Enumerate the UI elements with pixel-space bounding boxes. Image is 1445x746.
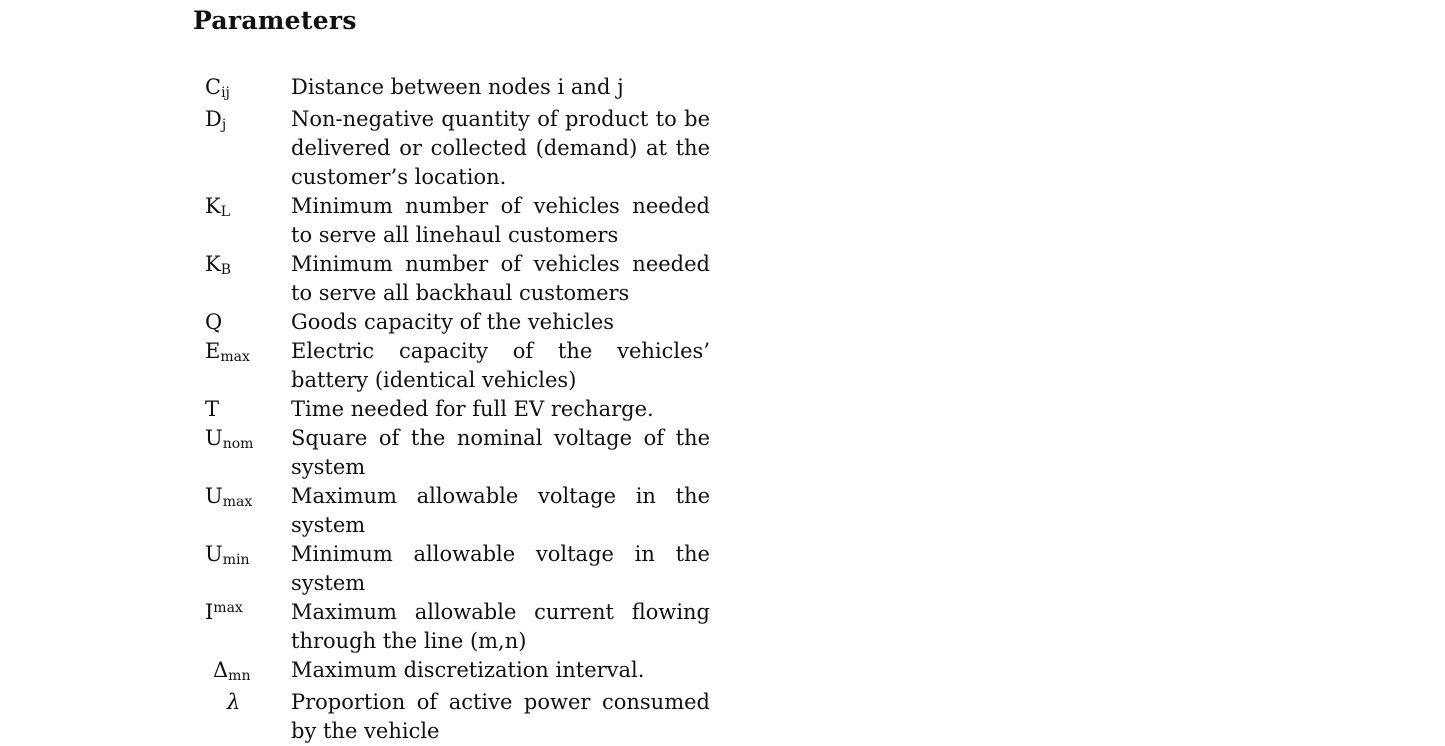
parameter-row (205, 337, 710, 395)
parameter-symbol: $I^{max}$ (205, 600, 243, 624)
parameter-row (205, 250, 710, 308)
parameter-symbol: λ (227, 690, 241, 714)
parameter-description: Electric capacity of the vehicles’ battery (identical vehicles) (291, 339, 710, 392)
parameter-symbol: KL (205, 194, 230, 220)
parameter-row (205, 395, 710, 424)
parameter-description: Maximum allowable current flowing through the line (m,n) (291, 600, 710, 653)
parameter-symbol: Δmn (213, 658, 251, 684)
parameter-description: Non-negative quantity of product to be delivered or collected (demand) at the customer’s location. (291, 107, 710, 189)
parameter-description: Minimum number of vehicles needed to serve all linehaul customers (291, 194, 710, 247)
parameter-list (205, 73, 710, 746)
parameter-symbol: KB (205, 252, 231, 278)
parameter-row (205, 540, 710, 598)
parameter-symbol: Cij (205, 75, 230, 101)
parameter-symbol: T (205, 397, 220, 421)
parameter-row (205, 598, 710, 656)
parameter-symbol: Emax (205, 339, 250, 365)
parameter-description: Minimum number of vehicles needed to serve all backhaul customers (291, 252, 710, 305)
parameter-row (205, 688, 710, 746)
section-heading: Parameters (193, 6, 357, 35)
parameter-description: Minimum allowable voltage in the system (291, 542, 710, 595)
parameter-row (205, 656, 710, 688)
parameter-description: Distance between nodes i and j (291, 75, 624, 99)
parameter-row (205, 73, 710, 105)
parameter-row (205, 192, 710, 250)
parameter-description: Square of the nominal voltage of the system (291, 426, 710, 479)
parameter-description: Time needed for full EV recharge. (291, 397, 654, 421)
parameter-description: Goods capacity of the vehicles (291, 310, 615, 334)
parameter-row (205, 105, 710, 192)
parameter-description: Maximum discretization interval. (291, 658, 645, 682)
parameter-row (205, 308, 710, 337)
parameter-symbol: Umin (205, 542, 250, 568)
parameter-description: Proportion of active power consumed by the vehicle (291, 690, 710, 743)
parameter-symbol: Umax (205, 484, 253, 510)
parameter-row (205, 482, 710, 540)
parameter-symbol: Q (205, 310, 223, 334)
parameter-row (205, 424, 710, 482)
parameter-symbol: Unom (205, 426, 254, 452)
parameter-description: Maximum allowable voltage in the system (291, 484, 710, 537)
parameter-symbol: Dj (205, 107, 227, 133)
